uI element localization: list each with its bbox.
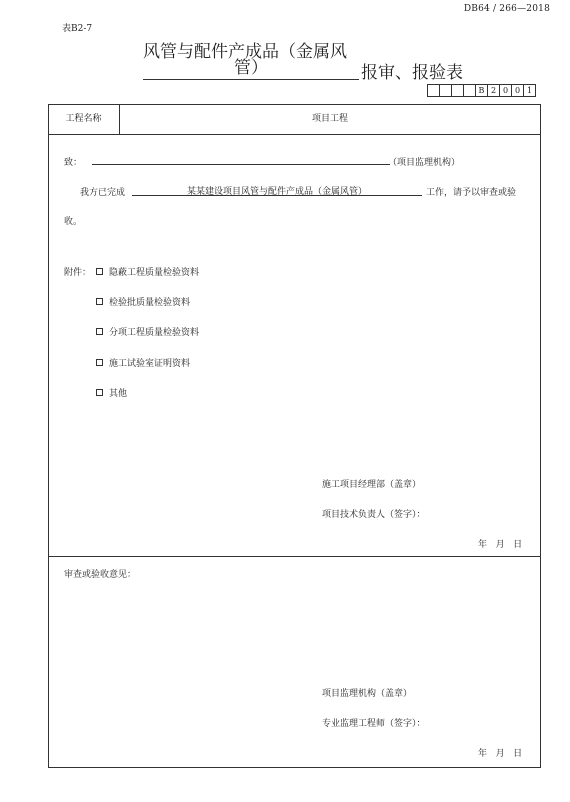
title-line2: 管） [234, 58, 268, 78]
to-label: 致： [64, 158, 83, 168]
project-name-label: 工程名称 [65, 114, 102, 124]
engineer-signature-label[interactable]: 专业监理工程师（签字）： [322, 719, 426, 729]
attachment-label: 分项工程质量检验资料 [109, 328, 200, 338]
checkbox[interactable] [96, 328, 103, 335]
completed-prefix: 我方已完成 [80, 188, 126, 198]
review-opinion-label: 审查或验收意见： [64, 570, 137, 580]
attachment-item[interactable] [96, 386, 127, 399]
checkbox[interactable] [96, 359, 103, 366]
checkbox[interactable] [96, 389, 103, 396]
attachment-label: 施工试验室证明资料 [109, 359, 191, 369]
doc-number-box: B [475, 84, 488, 97]
review-date[interactable]: 年 月 日 [478, 749, 523, 759]
attachment-item[interactable] [96, 295, 190, 308]
to-suffix: （项目监理机构） [388, 158, 461, 168]
attachments-label: 附件： [64, 268, 92, 278]
divider-project-row [48, 134, 541, 135]
document-number [428, 84, 536, 97]
title-line1: 风管与配件产成品（金属风 [143, 42, 347, 62]
checkbox[interactable] [96, 298, 103, 305]
completed-tail: 收。 [64, 217, 83, 227]
doc-number-box: 2 [487, 84, 500, 97]
checkbox[interactable] [96, 268, 103, 275]
divider-review-section [48, 556, 541, 557]
doc-number-box: 0 [499, 84, 512, 97]
attachment-item[interactable] [96, 325, 199, 338]
standard-code: DB64 / 266—2018 [463, 4, 550, 14]
form-code: 表B2-7 [62, 24, 93, 34]
completed-work-value: 某某建设项目风管与配件产成品（金属风管） [186, 187, 367, 197]
supervision-org-label: 项目监理机构（盖章） [322, 689, 413, 699]
to-field[interactable] [92, 164, 390, 165]
construction-dept-label: 施工项目经理部（盖章） [322, 480, 422, 490]
title-suffix: 报审、报验表 [361, 63, 463, 83]
title-line2-underline [143, 57, 359, 80]
attachment-label: 隐蔽工程质量检验资料 [109, 268, 200, 278]
attachment-item[interactable] [96, 356, 190, 369]
tech-lead-signature-label[interactable]: 项目技术负责人（签字）： [322, 510, 426, 520]
doc-number-box: 1 [523, 84, 536, 97]
project-name-value[interactable]: 项目工程 [311, 114, 348, 124]
doc-number-box: 0 [511, 84, 524, 97]
submission-date[interactable]: 年 月 日 [478, 540, 523, 550]
form-frame [48, 104, 541, 768]
attachment-label: 检验批质量检验资料 [109, 298, 191, 308]
completed-suffix: 工作，请予以审查或验 [426, 188, 517, 198]
attachment-item[interactable] [96, 265, 199, 278]
attachment-label: 其他 [109, 389, 128, 399]
